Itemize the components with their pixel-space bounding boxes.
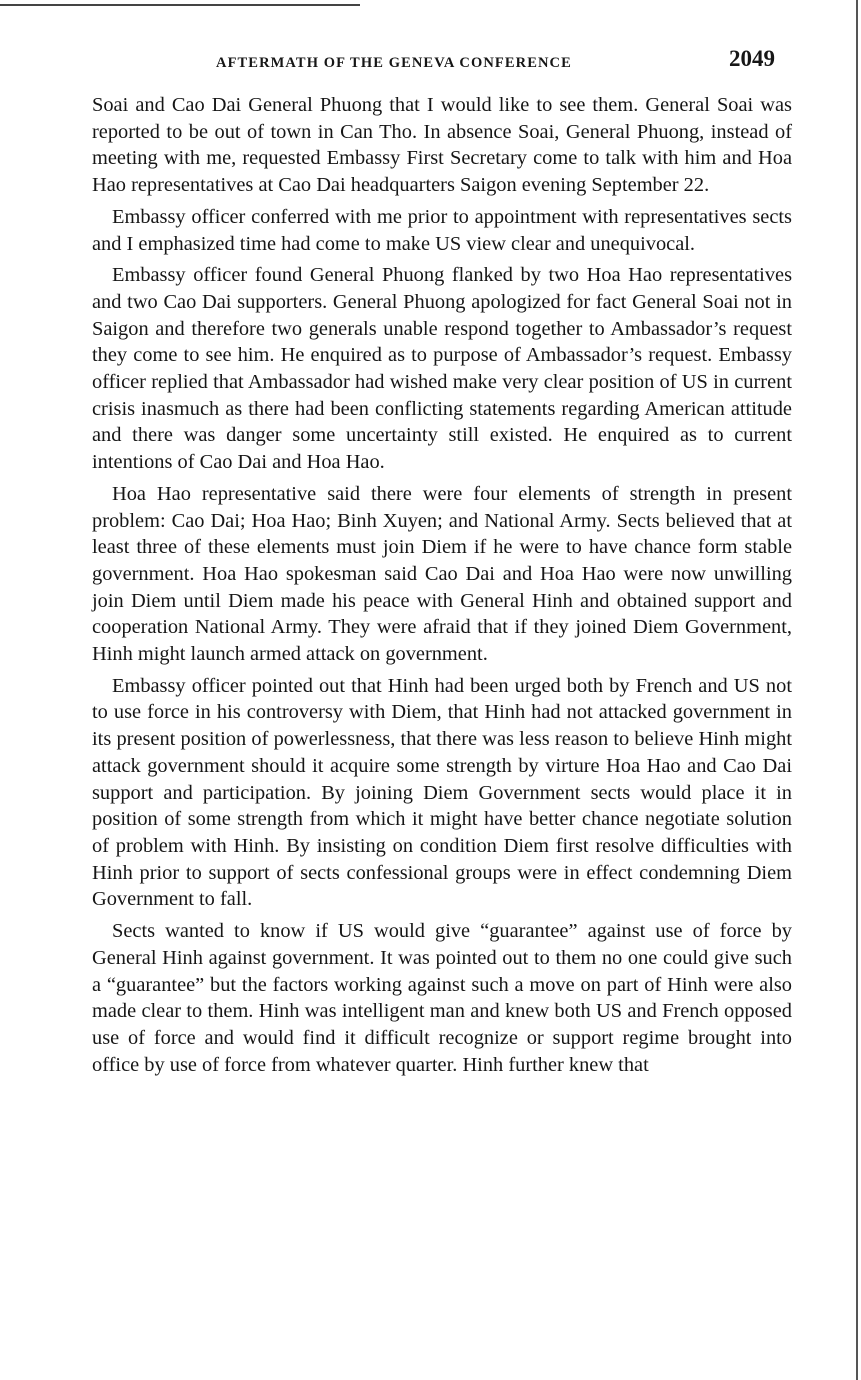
page-edge (856, 0, 858, 1380)
paragraph: Embassy officer pointed out that Hinh had been urged both by French and US not to use force in his controversy with Diem, that Hinh had not attacked government in its present position of powerlessness, that there was less reason to believe Hinh might attack government should it acquire some strength by virture Hoa Hao and Cao Dai support and participation. By joining Diem Government sects would place it in position of some strength from which it might have better chance negotiate solution of problem with Hinh. By insisting on condition Diem first resolve difficulties with Hinh prior to support of sects confessional groups were in effect condemning Diem Government to fall. (92, 674, 792, 911)
paragraph: Hoa Hao representative said there were four elements of strength in present problem: Cao Dai; Hoa Hao; Binh Xuyen; and National Army. Sects believed that at least three of these elements must join Diem if he were to have chance form stable government. Hoa Hao spokesman said Cao Dai and Hoa Hao were now unwilling join Diem until Diem made his peace with General Hinh and obtained support and cooperation National Army. They were afraid that if they joined Diem Government, Hinh might launch armed attack on government. (92, 482, 792, 666)
page-header (92, 42, 792, 82)
paragraph-continued: Soai and Cao Dai General Phuong that I would like to see them. General Soai was reported to be out of town in Can Tho. In absence Soai, General Phuong, instead of meeting with me, requested Embassy First Secretary come to talk with him and Hoa Hao representatives at Cao Dai headquarters Saigon evening September 22. (92, 94, 792, 197)
body-text (92, 92, 792, 1083)
paragraph: Embassy officer found General Phuong flanked by two Hoa Hao representatives and two Cao Dai supporters. General Phuong apologized for fact General Soai not in Saigon and therefore two generals unable respond together to Ambassador’s request they come to see him. He enquired as to purpose of Ambassador’s request. Embassy officer replied that Ambassador had wished make very clear position of US in current crisis inasmuch as there had been conflicting statements regarding American attitude and there was danger some uncertainty still existed. He enquired as to current intentions of Cao Dai and Hoa Hao. (92, 264, 792, 474)
top-rule (0, 4, 360, 6)
page-number: 2049 (729, 46, 775, 71)
paragraph: Embassy officer conferred with me prior to appointment with representatives sects and I emphasized time had come to make US view clear and unequivocal. (92, 205, 792, 255)
paragraph: Sects wanted to know if US would give “guarantee” against use of force by General Hinh against government. It was pointed out to them no one could give such a “guarantee” but the factors working against such a move on part of Hinh were also made clear to them. Hinh was intelligent man and knew both US and French opposed use of force and would find it difficult recognize or support regime brought into office by use of force from whatever quarter. Hinh further knew that (92, 920, 792, 1076)
running-head: AFTERMATH OF THE GENEVA CONFERENCE (216, 55, 572, 71)
